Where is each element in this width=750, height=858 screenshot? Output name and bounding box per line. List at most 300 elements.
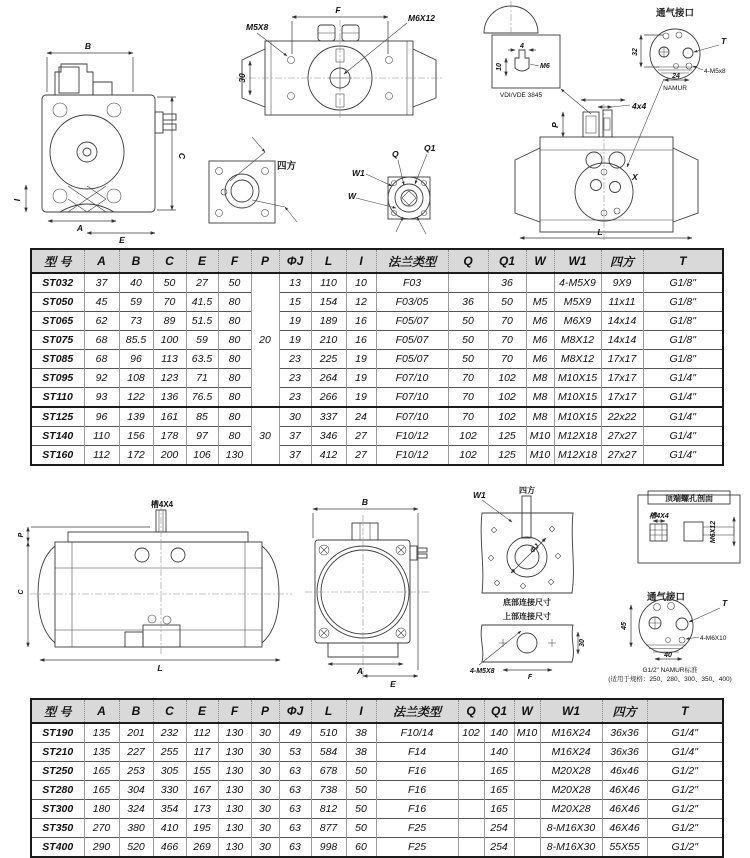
value-cell: 27x27	[601, 427, 643, 446]
dim-label-24: 24	[672, 73, 680, 80]
value-cell: 253	[119, 762, 153, 781]
value-cell: 16	[346, 331, 376, 350]
header-row	[31, 699, 723, 723]
column-header-16: T	[647, 699, 723, 723]
value-cell: 14x14	[601, 312, 643, 331]
label-t: T	[721, 36, 727, 46]
value-cell: 172	[119, 446, 153, 466]
value-cell: 266	[311, 388, 346, 408]
table-row	[31, 273, 723, 293]
value-cell: 140	[484, 723, 514, 743]
model-cell: ST085	[31, 350, 84, 369]
column-header-10: 法兰类型	[376, 699, 458, 723]
value-cell: M8	[526, 407, 554, 427]
value-cell: 173	[186, 800, 218, 819]
value-cell: 112	[84, 446, 119, 466]
drawing-top-connection	[469, 611, 586, 681]
value-cell: F03/05	[376, 293, 448, 312]
table-row	[31, 369, 723, 388]
model-cell: ST350	[31, 819, 84, 838]
dim-label-b: B	[84, 41, 92, 51]
table-row	[31, 446, 723, 466]
value-cell: 30	[251, 723, 279, 743]
dim-label-30: 30	[579, 639, 586, 647]
value-cell: G1/2"	[647, 838, 723, 858]
top-drawings	[0, 0, 750, 248]
value-cell: M12X18	[554, 427, 601, 446]
value-cell: 102	[458, 723, 484, 743]
value-cell: G1/2"	[647, 762, 723, 781]
value-cell: 678	[311, 762, 346, 781]
value-cell: G1/4"	[643, 369, 723, 388]
column-header-3: C	[153, 249, 186, 273]
merged-cell: 30	[251, 407, 279, 465]
value-cell: 37	[279, 446, 311, 466]
column-header-0: 型 号	[31, 699, 84, 723]
value-cell: F07/10	[376, 388, 448, 408]
value-cell: 63	[279, 781, 311, 800]
value-cell: G1/4"	[647, 743, 723, 762]
value-cell: M16X24	[540, 743, 602, 762]
value-cell: 130	[218, 446, 251, 466]
value-cell: F10/14	[376, 723, 458, 743]
header-row	[31, 249, 723, 273]
value-cell: 60	[346, 838, 376, 858]
dim-label-l: L	[157, 663, 163, 673]
value-cell: G1/4"	[643, 388, 723, 408]
value-cell: 70	[448, 407, 488, 427]
value-cell: 738	[311, 781, 346, 800]
value-cell: 337	[311, 407, 346, 427]
value-cell: 38	[346, 723, 376, 743]
model-cell: ST250	[31, 762, 84, 781]
column-header-15: 四方	[602, 699, 647, 723]
value-cell: 27x27	[601, 446, 643, 466]
value-cell: 156	[119, 427, 153, 446]
value-cell: G1/8"	[643, 273, 723, 293]
value-cell: M20X28	[540, 781, 602, 800]
value-cell: 11x11	[601, 293, 643, 312]
drawing-side-view-top	[515, 79, 698, 240]
value-cell: 63	[279, 800, 311, 819]
value-cell: 50	[346, 800, 376, 819]
table-row	[31, 762, 723, 781]
table-row	[31, 388, 723, 408]
value-cell: G1/4"	[643, 407, 723, 427]
spec-table-large-series	[30, 698, 724, 858]
label-m6x12: M6X12	[710, 520, 717, 544]
dim-label-30: 30	[237, 73, 247, 83]
column-header-11: Q	[458, 699, 484, 723]
column-header-3: C	[153, 699, 186, 723]
value-cell: 16	[346, 312, 376, 331]
dim-label-l: L	[597, 227, 603, 237]
value-cell: 9X9	[601, 273, 643, 293]
value-cell: 76.5	[186, 388, 218, 408]
value-cell: 41.5	[186, 293, 218, 312]
label-square-drive: 四方	[277, 161, 297, 172]
value-cell: F03	[376, 273, 448, 293]
dim-label-a: A	[76, 223, 84, 233]
value-cell: 130	[218, 800, 251, 819]
label-slot-4x4: 槽4X4	[150, 500, 174, 509]
value-cell: 70	[488, 312, 526, 331]
value-cell: 254	[484, 838, 514, 858]
value-cell: G1/8"	[643, 312, 723, 331]
value-cell: 155	[186, 762, 218, 781]
value-cell: 96	[84, 407, 119, 427]
value-cell: 17x17	[601, 388, 643, 408]
value-cell: 304	[119, 781, 153, 800]
value-cell: 19	[279, 331, 311, 350]
value-cell: 8-M16X30	[540, 838, 602, 858]
value-cell: 17x17	[601, 369, 643, 388]
value-cell: 97	[186, 427, 218, 446]
column-header-10: 法兰类型	[376, 249, 448, 273]
value-cell: 50	[153, 273, 186, 293]
model-cell: ST300	[31, 800, 84, 819]
value-cell: F05/07	[376, 350, 448, 369]
model-cell: ST160	[31, 446, 84, 466]
value-cell: 50	[346, 762, 376, 781]
value-cell: 167	[186, 781, 218, 800]
value-cell	[458, 762, 484, 781]
value-cell: 46X46	[602, 819, 647, 838]
dim-label-c: C	[18, 589, 25, 595]
value-cell: 80	[218, 312, 251, 331]
model-cell: ST210	[31, 743, 84, 762]
value-cell: F25	[376, 838, 458, 858]
value-cell: 136	[153, 388, 186, 408]
value-cell: G1/8"	[643, 331, 723, 350]
column-header-7: ΦJ	[279, 249, 311, 273]
table-row	[31, 743, 723, 762]
value-cell: 80	[218, 350, 251, 369]
value-cell: 70	[448, 369, 488, 388]
value-cell: 50	[448, 331, 488, 350]
value-cell: 22x22	[601, 407, 643, 427]
value-cell: 92	[84, 369, 119, 388]
value-cell: 123	[153, 369, 186, 388]
dim-label-c: C	[177, 152, 187, 160]
value-cell: 110	[84, 427, 119, 446]
value-cell: 510	[311, 723, 346, 743]
value-cell: 96	[119, 350, 153, 369]
value-cell: 63.5	[186, 350, 218, 369]
dim-label-40: 40	[664, 652, 672, 659]
value-cell: 270	[84, 819, 119, 838]
table-row	[31, 350, 723, 369]
column-header-2: B	[119, 249, 153, 273]
value-cell: 354	[153, 800, 186, 819]
value-cell: 51.5	[186, 312, 218, 331]
value-cell: 36	[448, 293, 488, 312]
value-cell	[458, 800, 484, 819]
value-cell: 59	[119, 293, 153, 312]
value-cell: M10X15	[554, 407, 601, 427]
dim-label-p: P	[550, 122, 560, 128]
table-row	[31, 293, 723, 312]
value-cell: 125	[488, 446, 526, 466]
column-header-1: A	[84, 699, 119, 723]
column-header-1: A	[84, 249, 119, 273]
value-cell: M10	[526, 427, 554, 446]
value-cell: M8X12	[554, 350, 601, 369]
value-cell: 53	[279, 743, 311, 762]
value-cell: 130	[218, 819, 251, 838]
value-cell: 130	[218, 762, 251, 781]
value-cell: 412	[311, 446, 346, 466]
value-cell: 130	[218, 743, 251, 762]
value-cell: 24	[346, 407, 376, 427]
table-row	[31, 838, 723, 858]
label-w: W	[348, 191, 357, 201]
label-t: T	[722, 598, 728, 608]
value-cell: 50	[448, 312, 488, 331]
value-cell: 45	[84, 293, 119, 312]
value-cell: 36x36	[602, 723, 647, 743]
column-header-12: Q1	[484, 699, 514, 723]
value-cell: 4-M5X9	[554, 273, 601, 293]
table-row	[31, 427, 723, 446]
value-cell: 8-M16X30	[540, 819, 602, 838]
label-m6: M6	[540, 63, 550, 70]
value-cell: 178	[153, 427, 186, 446]
value-cell	[458, 819, 484, 838]
value-cell	[458, 781, 484, 800]
label-square-drive: 四方	[519, 486, 535, 495]
value-cell: 346	[311, 427, 346, 446]
value-cell: 165	[484, 781, 514, 800]
table-row	[31, 407, 723, 427]
caption-namur-standard: G1/2" NAMUR标准	[642, 667, 698, 674]
value-cell: F16	[376, 781, 458, 800]
value-cell: 46x46	[602, 762, 647, 781]
value-cell: M16X24	[540, 723, 602, 743]
value-cell: 264	[311, 369, 346, 388]
value-cell: 50	[448, 350, 488, 369]
column-header-6: P	[251, 249, 279, 273]
column-header-8: L	[311, 249, 346, 273]
value-cell: 520	[119, 838, 153, 858]
label-4-m6x10: 4-M6X10	[700, 635, 727, 642]
dim-label-p: P	[18, 532, 25, 538]
value-cell: 113	[153, 350, 186, 369]
label-w1: W1	[473, 490, 486, 500]
value-cell: G1/8"	[643, 350, 723, 369]
table-row	[31, 331, 723, 350]
value-cell: F25	[376, 819, 458, 838]
value-cell: 12	[346, 293, 376, 312]
value-cell: M8	[526, 369, 554, 388]
value-cell: G1/8"	[643, 293, 723, 312]
value-cell: M6	[526, 350, 554, 369]
value-cell: 330	[153, 781, 186, 800]
value-cell: 38	[346, 743, 376, 762]
value-cell: 27	[186, 273, 218, 293]
drawing-square-flange	[209, 137, 297, 223]
value-cell: 80	[218, 369, 251, 388]
value-cell: 68	[84, 331, 119, 350]
bottom-drawings	[0, 480, 750, 695]
value-cell: 466	[153, 838, 186, 858]
dim-label-4: 4	[520, 43, 524, 50]
value-cell	[514, 800, 540, 819]
screw-section-title: 顶端螺孔剖面	[665, 494, 713, 503]
value-cell: M10	[526, 446, 554, 466]
value-cell: 63	[279, 838, 311, 858]
value-cell: 37	[279, 427, 311, 446]
value-cell: 27	[346, 446, 376, 466]
value-cell: 49	[279, 723, 311, 743]
value-cell: 130	[218, 723, 251, 743]
dim-label-e: E	[119, 235, 125, 245]
value-cell: 165	[84, 781, 119, 800]
value-cell: 59	[186, 331, 218, 350]
value-cell: 877	[311, 819, 346, 838]
value-cell: 584	[311, 743, 346, 762]
value-cell: 305	[153, 762, 186, 781]
value-cell: M12X18	[554, 446, 601, 466]
value-cell: 130	[218, 781, 251, 800]
caption-top-connection: 上部连接尺寸	[503, 612, 551, 621]
model-cell: ST400	[31, 838, 84, 858]
value-cell: G1/4"	[643, 446, 723, 466]
value-cell: 30	[251, 743, 279, 762]
drawing-end-view	[12, 41, 187, 245]
value-cell: 201	[119, 723, 153, 743]
value-cell	[514, 743, 540, 762]
value-cell: M20X28	[540, 762, 602, 781]
value-cell: 70	[488, 331, 526, 350]
value-cell: 161	[153, 407, 186, 427]
value-cell: F10/12	[376, 427, 448, 446]
table-row	[31, 819, 723, 838]
column-header-5: F	[218, 699, 251, 723]
value-cell: 70	[448, 388, 488, 408]
value-cell: 227	[119, 743, 153, 762]
dim-label-10: 10	[496, 63, 503, 71]
value-cell: G1/4"	[643, 427, 723, 446]
dim-label-b: B	[361, 497, 369, 507]
value-cell: 80	[218, 331, 251, 350]
value-cell: F07/10	[376, 369, 448, 388]
value-cell: 106	[186, 446, 218, 466]
value-cell: 19	[346, 350, 376, 369]
column-header-8: L	[311, 699, 346, 723]
column-header-16: T	[643, 249, 723, 273]
value-cell: 154	[311, 293, 346, 312]
value-cell	[458, 743, 484, 762]
value-cell	[514, 838, 540, 858]
label-4-m5x8: 4-M5X8	[470, 668, 495, 675]
label-q: Q	[392, 149, 399, 159]
value-cell: 122	[119, 388, 153, 408]
value-cell: 165	[84, 762, 119, 781]
value-cell: M10	[514, 723, 540, 743]
value-cell: 23	[279, 388, 311, 408]
table-row	[31, 312, 723, 331]
value-cell: 140	[484, 743, 514, 762]
model-cell: ST110	[31, 388, 84, 408]
value-cell: 102	[488, 407, 526, 427]
value-cell: 380	[119, 819, 153, 838]
value-cell: 254	[484, 819, 514, 838]
value-cell: 19	[346, 369, 376, 388]
dim-label-45: 45	[621, 622, 628, 630]
value-cell: 46X46	[602, 781, 647, 800]
value-cell: 135	[84, 743, 119, 762]
model-cell: ST050	[31, 293, 84, 312]
value-cell: M8	[526, 388, 554, 408]
value-cell: 108	[119, 369, 153, 388]
value-cell: M6X9	[554, 312, 601, 331]
vent-port-title: 通气接口	[655, 8, 695, 19]
dim-label-a: A	[356, 666, 364, 676]
value-cell: G1/2"	[647, 781, 723, 800]
column-header-12: Q1	[488, 249, 526, 273]
drawing-namur-port-top	[632, 7, 727, 92]
dim-label-e: E	[390, 679, 396, 689]
dim-label-i: I	[12, 198, 22, 202]
model-cell: ST125	[31, 407, 84, 427]
value-cell: 165	[484, 762, 514, 781]
value-cell: M10X15	[554, 388, 601, 408]
caption-applicable-sizes: (适用于规格：250、280、300、350、400)	[608, 676, 732, 683]
value-cell: M20X28	[540, 800, 602, 819]
caption-vdi-vde: VDI/VDE 3845	[499, 92, 543, 99]
value-cell: 80	[218, 407, 251, 427]
value-cell: 89	[153, 312, 186, 331]
value-cell: 50	[218, 273, 251, 293]
value-cell: 80	[218, 293, 251, 312]
merged-cell: 20	[251, 273, 279, 407]
value-cell: 80	[218, 388, 251, 408]
value-cell: 30	[251, 838, 279, 858]
value-cell: F16	[376, 800, 458, 819]
column-header-14: W1	[540, 699, 602, 723]
column-header-2: B	[119, 699, 153, 723]
drawing-side-view-bottom	[18, 499, 292, 673]
value-cell: 112	[186, 723, 218, 743]
value-cell: 62	[84, 312, 119, 331]
value-cell: F05/07	[376, 331, 448, 350]
value-cell: 36	[488, 273, 526, 293]
value-cell: 102	[488, 388, 526, 408]
value-cell: 812	[311, 800, 346, 819]
dim-label-f: F	[527, 674, 533, 681]
value-cell: 410	[153, 819, 186, 838]
value-cell: 40	[119, 273, 153, 293]
model-cell: ST140	[31, 427, 84, 446]
value-cell: 50	[346, 819, 376, 838]
value-cell: 19	[279, 312, 311, 331]
column-header-7: ΦJ	[279, 699, 311, 723]
value-cell: 189	[311, 312, 346, 331]
value-cell: F05/07	[376, 312, 448, 331]
value-cell: 55X55	[602, 838, 647, 858]
column-header-4: E	[186, 699, 218, 723]
value-cell: 135	[84, 723, 119, 743]
value-cell: 269	[186, 838, 218, 858]
value-cell: 200	[153, 446, 186, 466]
value-cell	[526, 273, 554, 293]
value-cell: 324	[119, 800, 153, 819]
value-cell: 998	[311, 838, 346, 858]
label-slot-4x4: 槽4X4	[649, 513, 669, 520]
value-cell: 139	[119, 407, 153, 427]
value-cell: 102	[448, 427, 488, 446]
